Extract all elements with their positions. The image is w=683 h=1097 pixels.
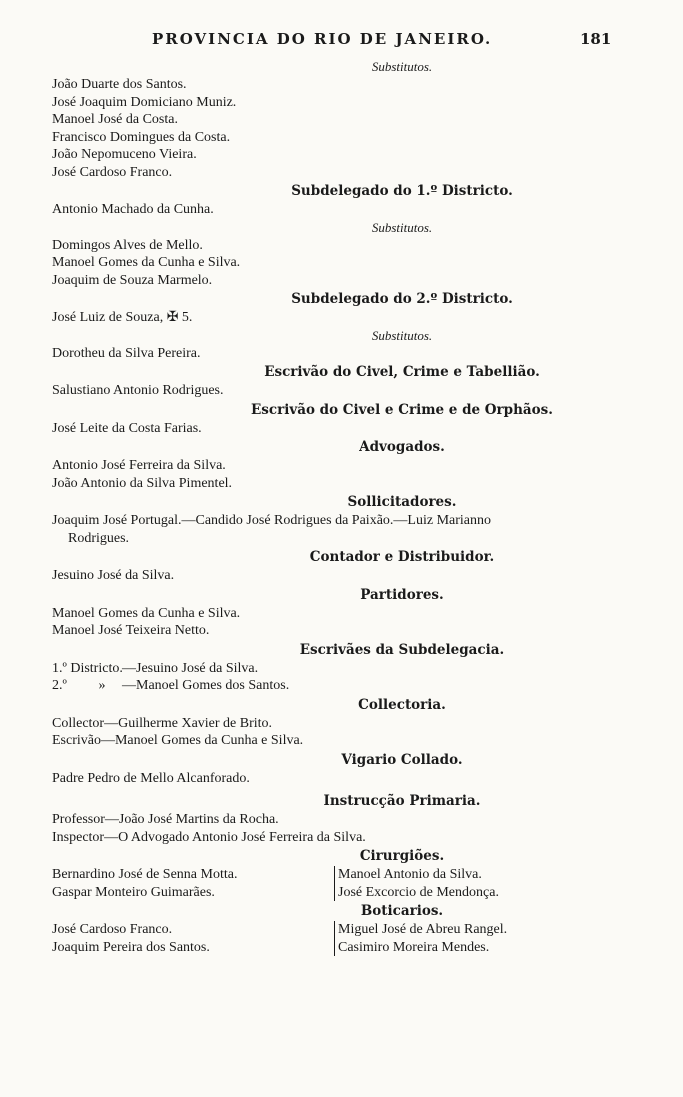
name-line: Padre Pedro de Mello Alcanforado. [52, 770, 250, 786]
name-line: João Duarte dos Santos. [52, 77, 187, 92]
name-line: Manoel Gomes da Cunha e Silva. [52, 255, 241, 270]
name-line: Joaquim José Portugal.—Candido José Rodrigues da Paixão.—Luiz Marianno [52, 513, 491, 528]
name-line: Gaspar Monteiro Guimarães. [52, 884, 215, 900]
section-heading: Substitutos. [371, 327, 433, 343]
name-line: José Cardoso Franco. [52, 922, 173, 937]
name-line: Antonio José Ferreira da Silva. [52, 458, 226, 473]
name-line: João Nepomuceno Vieira. [52, 147, 197, 162]
section-heading: Substitutos. [371, 59, 433, 74]
name-line: Miguel José de Abreu Rangel. [338, 922, 508, 937]
name-line: João Antonio da Silva Pimentel. [52, 475, 233, 491]
page-content [52, 58, 632, 956]
section-heading: Subdelegado do 2.º Districto. [291, 291, 513, 307]
district-row [52, 660, 632, 678]
section-heading: Escrivães da Subdelegacia. [299, 641, 505, 658]
name-line: José Cardoso Franco. [52, 164, 173, 180]
name-line: Bernardino José de Senna Motta. [52, 867, 238, 882]
district-row [52, 677, 632, 695]
two-column-list [52, 866, 632, 901]
district-label: 1.º Districto. [52, 660, 123, 676]
name-line: Manoel Gomes da Cunha e Silva. [52, 605, 241, 621]
name-line: Escrivão—Manoel Gomes da Cunha e Silva. [52, 733, 304, 748]
name-line: Jesuino José da Silva. [52, 568, 175, 583]
name-line: Rodrigues. [68, 530, 130, 546]
district-name: —Manoel Gomes dos Santos. [122, 678, 290, 693]
section-heading: Collectoria. [358, 696, 446, 713]
section-heading: Boticarios. [360, 903, 444, 919]
section-heading: Substitutos. [371, 219, 433, 235]
name-line: Professor—João José Martins da Rocha. [52, 812, 279, 827]
section-heading: Sollicitadores. [347, 494, 457, 510]
name-line: José Leite da Costa Farias. [52, 420, 202, 436]
section-heading: Escrivão do Civel, Crime e Tabellião. [264, 364, 540, 380]
name-line: Domingos Alves de Mello. [52, 237, 203, 253]
section-heading: Vigario Collado. [341, 751, 463, 768]
name-line: Manoel José Teixeira Netto. [52, 623, 210, 638]
name-line: Collector—Guilherme Xavier de Brito. [52, 715, 273, 731]
name-line: Francisco Domingues da Costa. [52, 129, 231, 145]
page-header [0, 30, 683, 52]
district-label: 2.º [52, 678, 67, 693]
section-heading: Cirurgiões. [359, 848, 445, 864]
section-heading: Contador e Distribuidor. [309, 549, 495, 565]
section-heading: Escrivão do Civel e Crime e de Orphãos. [251, 401, 553, 418]
page-number: 181 [580, 30, 612, 48]
section-heading: Instrucção Primaria. [323, 793, 481, 809]
name-line: Manoel José da Costa. [52, 112, 178, 127]
name-line: José Luiz de Souza, ✠ 5. [52, 310, 193, 325]
name-line: Joaquim Pereira dos Santos. [52, 939, 210, 955]
section-heading: Advogados. [359, 439, 445, 455]
page-title: PROVINCIA DO RIO DE JANEIRO. [152, 30, 493, 48]
name-line: Joaquim de Souza Marmelo. [52, 272, 213, 288]
name-line: Casimiro Moreira Mendes. [338, 939, 490, 955]
district-name: —Jesuino José da Silva. [122, 660, 259, 676]
name-line: José Joaquim Domiciano Muniz. [52, 94, 237, 110]
name-line: Manoel Antonio da Silva. [338, 867, 482, 882]
section-heading: Partidores. [360, 586, 444, 603]
name-line: Dorotheu da Silva Pereira. [52, 345, 201, 361]
two-column-list [52, 921, 632, 956]
ditto-mark: » [98, 678, 106, 693]
section-heading: Subdelegado do 1.º Districto. [291, 183, 513, 199]
name-line: Salustiano Antonio Rodrigues. [52, 383, 224, 398]
name-line: Antonio Machado da Cunha. [52, 202, 214, 217]
name-line: José Excorcio de Mendonça. [338, 884, 499, 900]
name-line: Inspector—O Advogado Antonio José Ferreira da Silva. [52, 829, 366, 845]
